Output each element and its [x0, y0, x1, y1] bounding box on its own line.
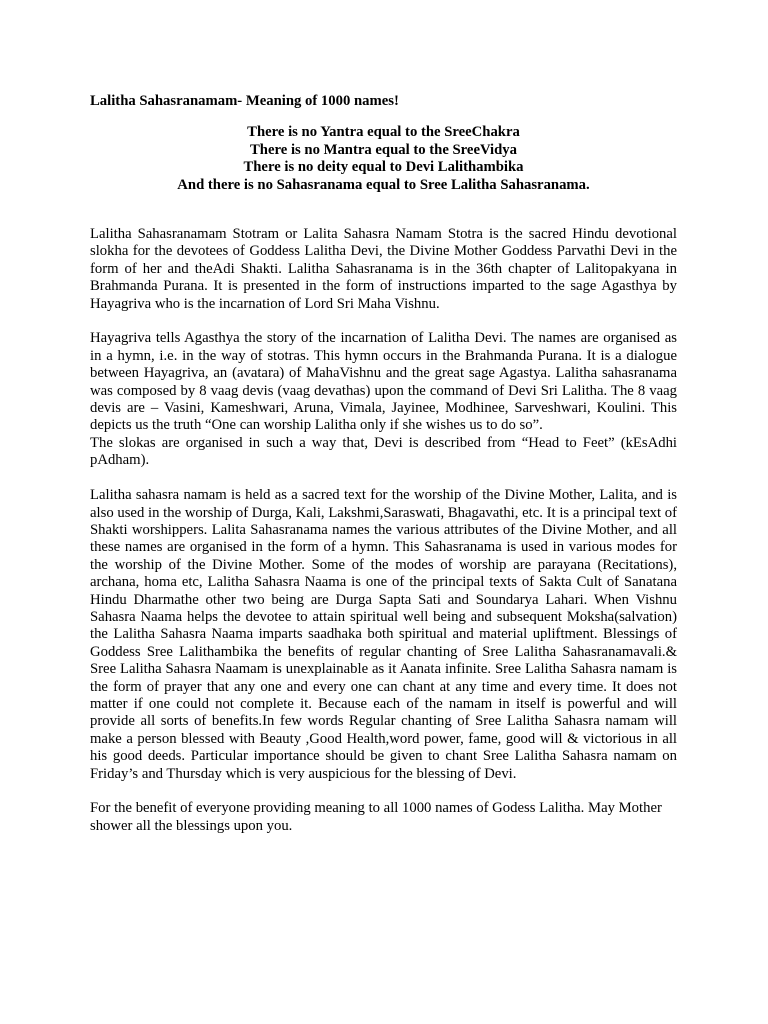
document-title: Lalitha Sahasranamam- Meaning of 1000 names!: [90, 93, 399, 109]
document-page: [90, 93, 677, 835]
verse-line: There is no Yantra equal to the SreeChakra: [247, 124, 520, 141]
verse-line: There is no Mantra equal to the SreeVidya: [250, 141, 517, 158]
verse-line: There is no deity equal to Devi Lalithambika: [243, 159, 524, 176]
verse-line: And there is no Sahasranama equal to Sree Lalitha Sahasranama.: [177, 176, 590, 193]
paragraph-introduction: Lalitha Sahasranamam Stotram or Lalita Sahasra Namam Stotra is the sacred Hindu devotional slokha for the devotees of Goddess Lalitha Devi, the Divine Mother Goddess Parvathi Devi in the form of her and theAdi Shakti. Lalitha Sahasranama is in the 36th chapter of Lalitopakyana in Brahmanda Purana. It is presented in the form of instructions imparted to the sage Agasthya by Hayagriva who is the incarnation of Lord Sri Maha Vishnu.: [90, 226, 677, 312]
paragraph-worship: Lalitha sahasra namam is held as a sacred text for the worship of the Divine Mother, Lalita, and is also used in the worship of Durga, Kali, Lakshmi,Saraswati, Bhagavathi, etc. It is a principal text of Shakti worshippers. Lalita Sahasranama names the various attributes of the Divine Mother, and all these names are organised in the form of a hymn. This Sahasranama is used in various modes for the worship of the Divine Mother. Some of the modes of worship are parayana (Recitations), archana, homa etc, Lalitha Sahasra Naama is one of the principal texts of Sakta Cult of Sanatana Hindu Dharmathe other two being are Durga Sapta Sati and Soundarya Lahari. When Vishnu Sahasra Naama helps the devotee to attain spiritual well being and subsequent Moksha(salvation) the Lalitha Sahasra Naama imparts saadhaka both spiritual and material upliftment. Blessings of Goddess Sree Lalithambika the benefits of regular chanting of Sree Lalitha Sahasranamavali.& Sree Lalitha Sahasra Naamam is unexplainable as it Aanata infinite. Sree Lalitha Sahasra namam is the form of prayer that any one and every one can chant at any time and every time. It does not matter if one could not complete it. Because each of the namam in itself is powerful and will provide all sorts of benefits.In few words Regular chanting of Sree Lalitha Sahasra namam will make a person blessed with Beauty ,Good Health,word power, fame, good will & victorious in all his good deeds. Particular importance should be given to chant Sree Lalitha Sahasra namam on Friday’s and Thursday which is very auspicious for the blessing of Devi.: [90, 487, 677, 782]
verse-block: [90, 124, 677, 194]
paragraph-slokas: The slokas are organised in such a way that, Devi is described from “Head to Feet” (kEsAdhi pAdham).: [90, 434, 677, 469]
paragraph-hayagriva: Hayagriva tells Agasthya the story of the incarnation of Lalitha Devi. The names are organised as in a hymn, i.e. in the way of stotras. This hymn occurs in the Brahmanda Purana. It is a dialogue between Hayagriva, an (avatara) of MahaVishnu and the great sage Agastya. Lalitha sahasranama was composed by 8 vaag devis (vaag devathas) upon the command of Devi Sri Lalitha. The 8 vaag devis are – Vasini, Kameshwari, Aruna, Vimala, Jayinee, Modhinee, Sarveshwari, Koulini. This depicts us the truth “One can worship Lalitha only if she wishes us to do so”.: [90, 330, 677, 434]
paragraph-closing: For the benefit of everyone providing meaning to all 1000 names of Godess Lalitha. May Mother shower all the blessings upon you.: [90, 800, 662, 834]
